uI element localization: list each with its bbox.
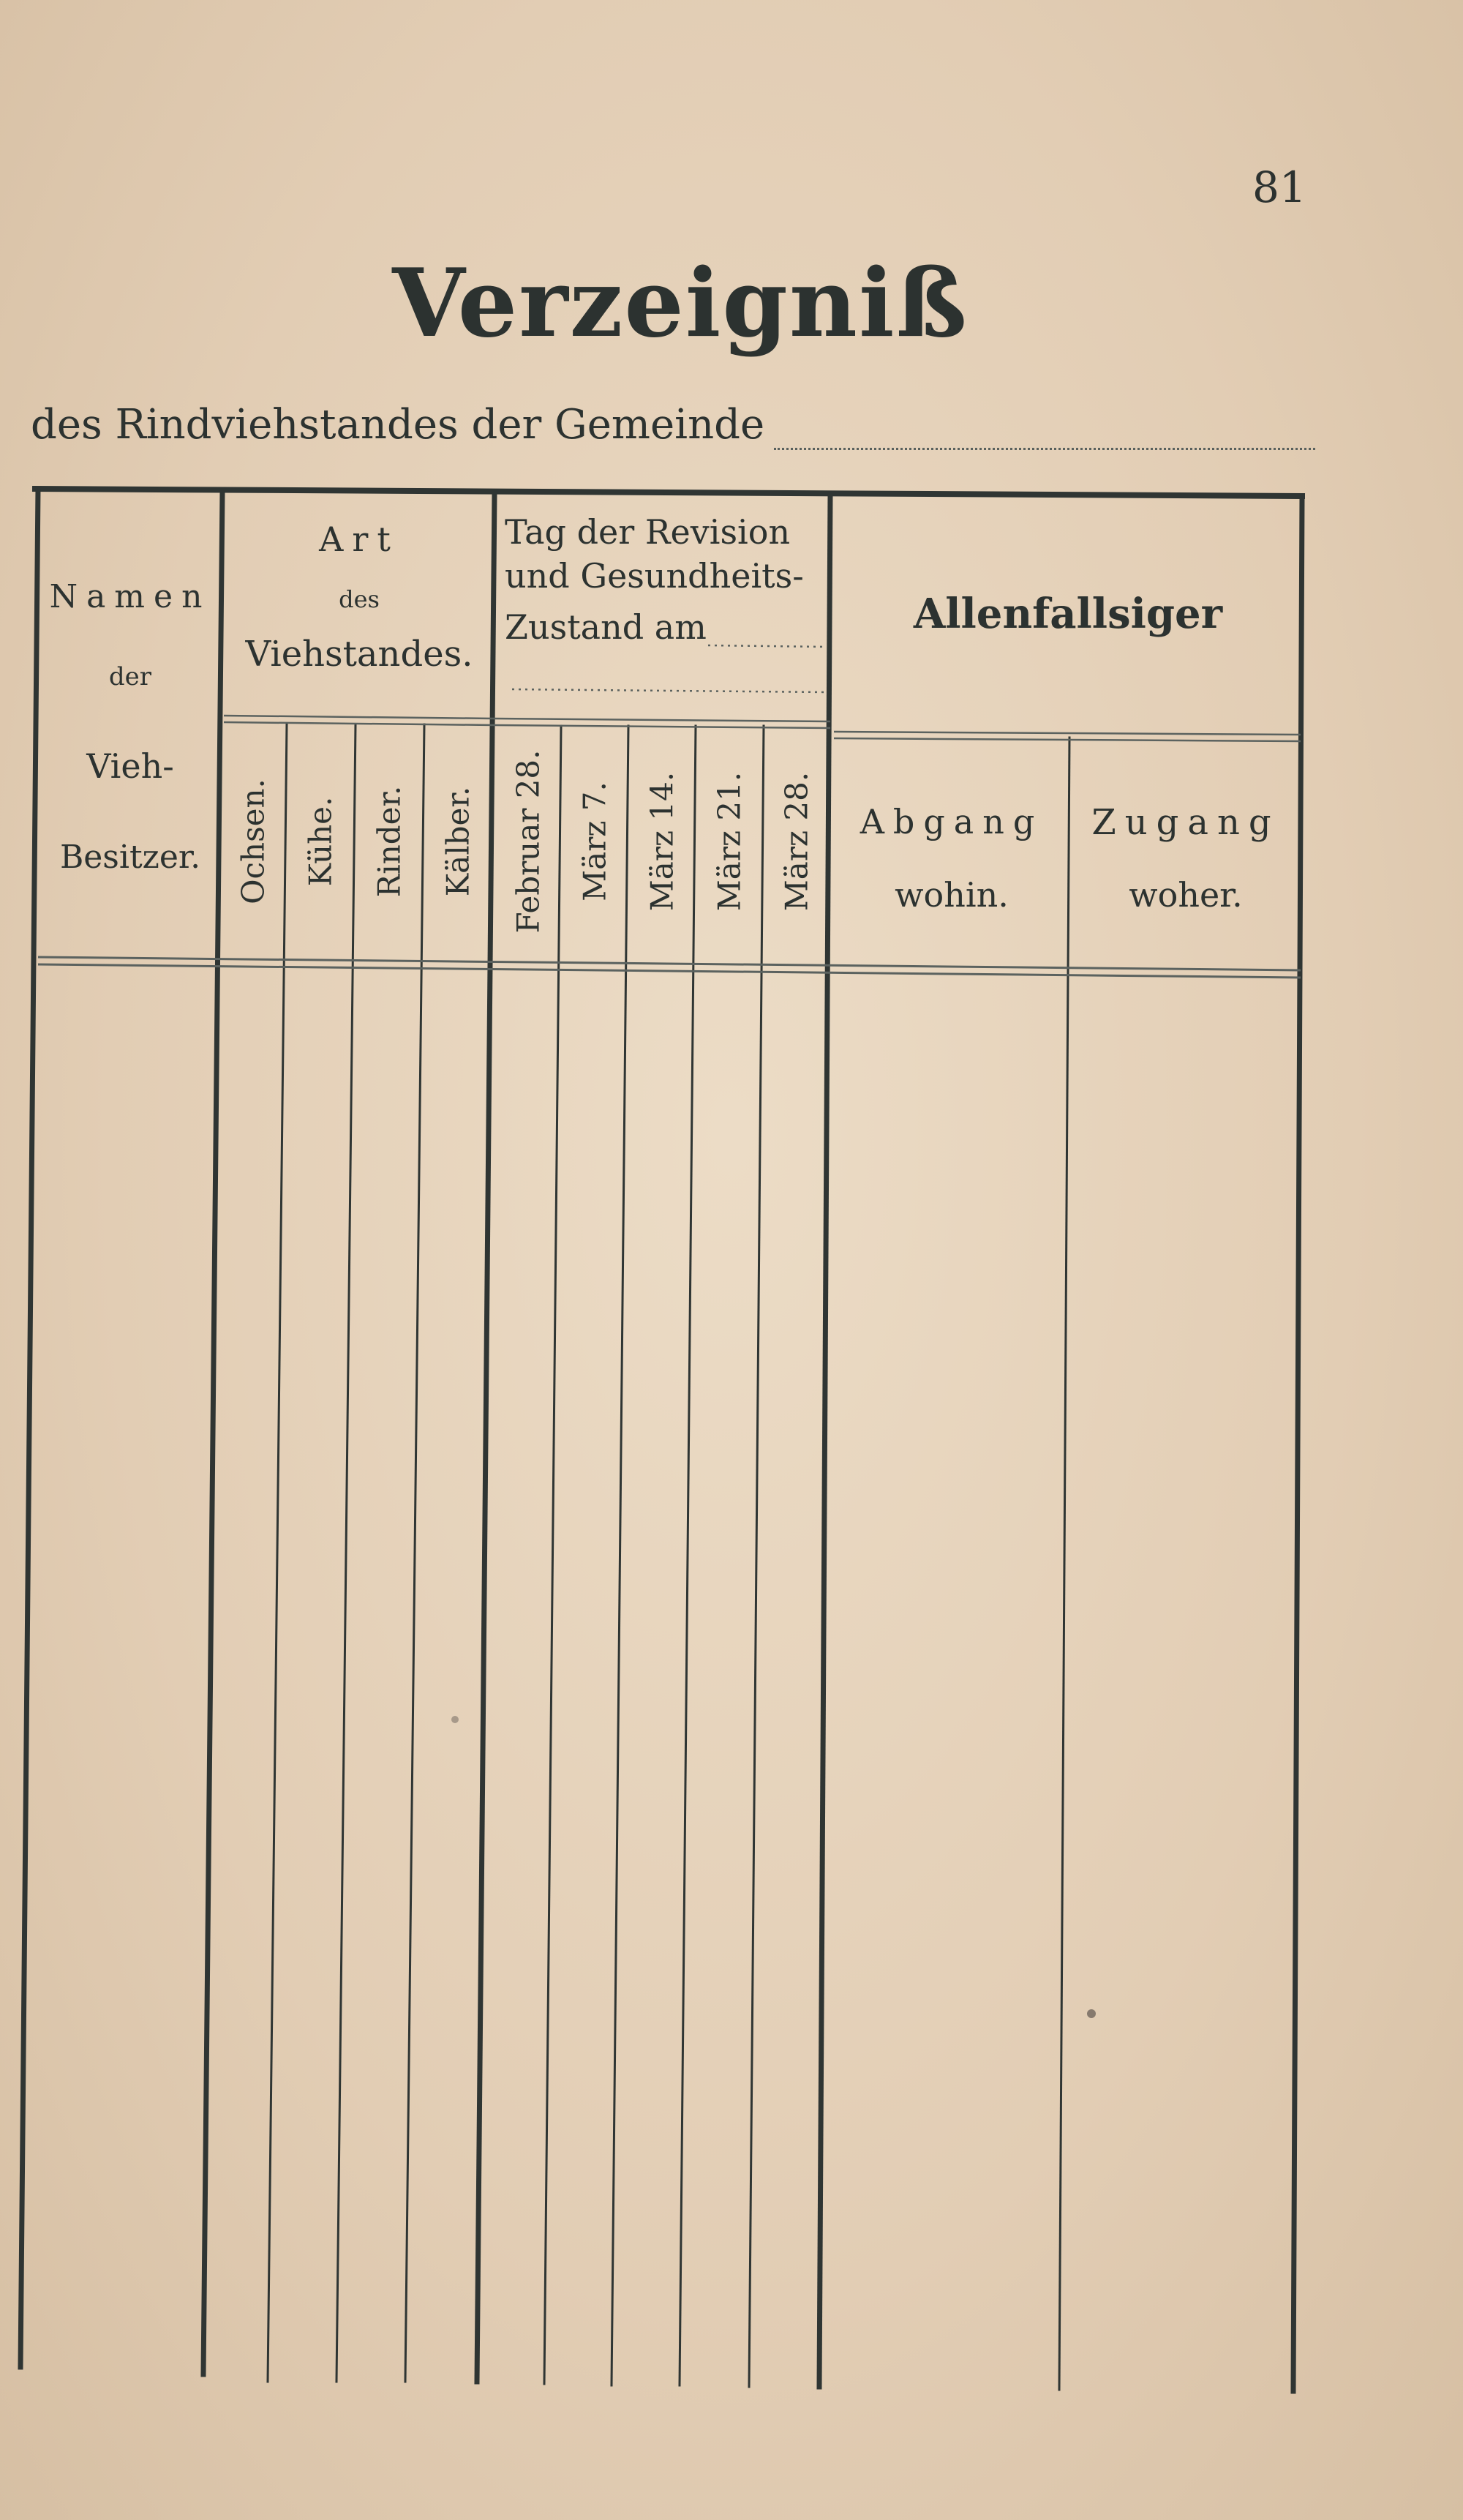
col-tag-line1: Tag der Revision — [505, 512, 791, 552]
table-right-border — [1293, 496, 1302, 2391]
col-allenfallsiger-heading: Allenfallsiger — [913, 590, 1223, 638]
col-zugang-line1: Zugang — [1091, 802, 1280, 843]
col-tag-mar28: März 28. — [778, 771, 815, 912]
col-abgang-line1: Abgang — [860, 802, 1044, 841]
page-title: Verzeigniß — [392, 249, 969, 359]
col-tag-line2: und Gesundheits- — [505, 556, 804, 596]
divider-art-tag — [477, 494, 494, 2382]
col-tag-mar7: März 7. — [576, 781, 613, 901]
subtitle: des Rindviehstandes der Gemeinde — [31, 401, 765, 449]
col-tag-mar21: März 21. — [711, 771, 748, 912]
col-abgang-line2: wohin. — [895, 875, 1009, 915]
col-art-line3: Viehstandes. — [245, 634, 473, 675]
table-left-border — [20, 489, 38, 2367]
col-namen-line1: Namen — [49, 578, 211, 615]
col-art-line1: Art — [319, 520, 399, 559]
col-zugang-line2: woher. — [1129, 875, 1243, 915]
col-namen-line2: der — [108, 662, 152, 691]
col-art-rinder: Rinder. — [371, 785, 407, 898]
col-tag-mar14: März 14. — [644, 771, 680, 912]
divider-tag-allenfallsiger — [819, 496, 830, 2387]
col-art-kuehe: Kühe. — [302, 796, 339, 887]
col-art-ochsen: Ochsen. — [235, 779, 271, 904]
col-namen-line3: Vieh- — [86, 746, 174, 786]
col-tag-feb28: Februar 28. — [510, 749, 546, 934]
page-number: 81 — [1252, 162, 1306, 212]
col-tag-line3: Zustand am — [505, 607, 707, 647]
col-art-line2: des — [339, 585, 380, 613]
col-art-kaelber: Kälber. — [440, 786, 476, 897]
col-namen-line4: Besitzer. — [59, 839, 201, 876]
table-top-border — [35, 489, 1302, 496]
